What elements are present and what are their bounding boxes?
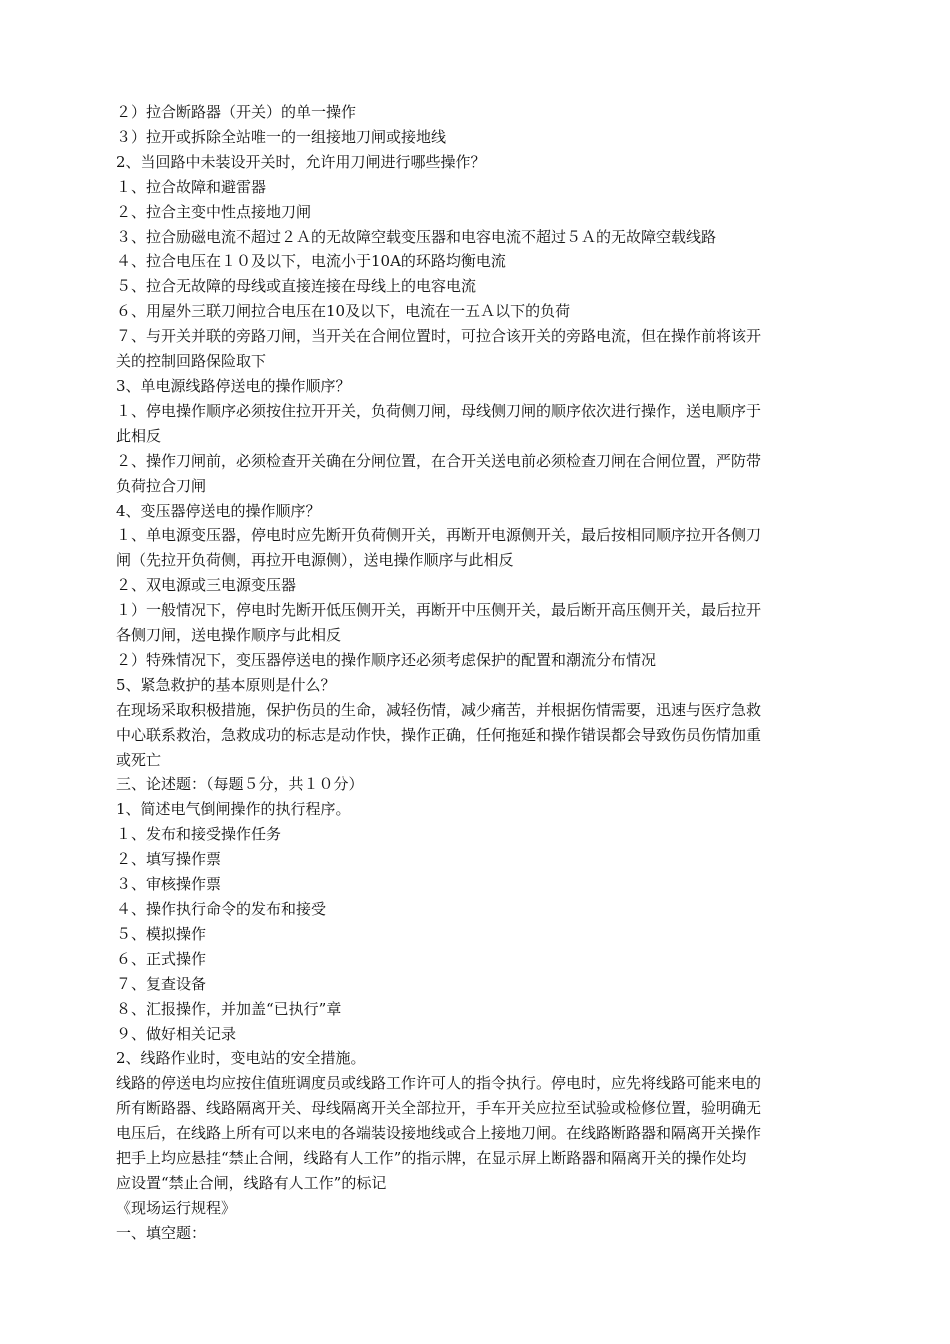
- text-line: 各侧刀闸，送电操作顺序与此相反: [116, 626, 342, 645]
- text-line: 把手上均应悬挂“禁止合闸，线路有人工作”的指示牌，在显示屏上断路器和隔离开关的操作处均: [116, 1149, 747, 1168]
- text-line: ２）特殊情况下，变压器停送电的操作顺序还必须考虑保护的配置和潮流分布情况: [116, 650, 657, 669]
- section-heading: 一、填空题：: [116, 1223, 207, 1242]
- text-line: ４、操作执行命令的发布和接受: [116, 900, 327, 918]
- text-line: ２、填写操作票: [116, 850, 222, 869]
- text-line: １、停电操作顺序必须按住拉开开关，负荷侧刀闸，母线侧刀闸的顺序依次进行操作，送电顺序于: [116, 401, 762, 420]
- text-line: １、发布和接受操作任务: [116, 825, 282, 844]
- text-line: ３、拉合励磁电流不超过２Ａ的无故障空载变压器和电容电流不超过５Ａ的无故障空载线路: [116, 227, 717, 246]
- question-heading: 2、当回路中未装设开关时，允许用刀闸进行哪些操作？: [116, 152, 486, 171]
- text-line: ６、正式操作: [116, 949, 207, 968]
- text-line: 在现场采取积极措施，保护伤员的生命，减轻伤情，减少痛苦，并根据伤情需要，迅速与医疗急救: [116, 700, 762, 719]
- text-line: 应设置“禁止合闸，线路有人工作”的标记: [116, 1173, 387, 1192]
- text-line: ４、拉合电压在１０及以下，电流小于10A的环路均衡电流: [116, 252, 506, 271]
- text-line: ５、模拟操作: [116, 924, 207, 943]
- text-line: ３）拉开或拆除全站唯一的一组接地刀闸或接地线: [116, 127, 447, 146]
- text-line: 关的控制回路保险取下: [116, 352, 267, 371]
- question-heading: 4、变压器停送电的操作顺序？: [116, 501, 321, 520]
- text-line: ７、与开关并联的旁路刀闸，当开关在合闸位置时，可拉合该开关的旁路电流，但在操作前将该开: [116, 327, 762, 346]
- text-line: ２、拉合主变中性点接地刀闸: [116, 202, 312, 221]
- text-line: 线路的停送电均应按住值班调度员或线路工作许可人的指令执行。停电时，应先将线路可能来电的: [116, 1074, 762, 1093]
- question-heading: 5、紧急救护的基本原则是什么？: [116, 675, 336, 694]
- text-line: ７、复查设备: [116, 974, 207, 993]
- text-line: ５、拉合无故障的母线或直接连接在母线上的电容电流: [116, 277, 477, 296]
- text-line: 此相反: [116, 426, 162, 445]
- text-line: ３、审核操作票: [116, 875, 222, 894]
- text-line: ６、用屋外三联刀闸拉合电压在10及以下，电流在一五Ａ以下的负荷: [116, 302, 571, 321]
- text-line: 负荷拉合刀闸: [116, 476, 207, 495]
- question-heading: 2、线路作业时，变电站的安全措施。: [116, 1049, 366, 1068]
- document-body: [116, 100, 836, 1246]
- text-line: ２、操作刀闸前，必须检查开关确在分闸位置，在合开关送电前必须检查刀闸在合闸位置，严防带: [116, 451, 762, 470]
- text-line: 中心联系救治，急救成功的标志是动作快，操作正确，任何拖延和操作错误都会导致伤员伤情加重: [116, 725, 762, 744]
- text-line: ２）拉合断路器（开关）的单一操作: [116, 103, 357, 121]
- question-heading: 3、单电源线路停送电的操作顺序？: [116, 376, 351, 395]
- text-line: １）一般情况下，停电时先断开低压侧开关，再断开中压侧开关，最后断开高压侧开关，最后拉开: [116, 601, 762, 620]
- section-heading: 三、论述题：（每题５分，共１０分）: [116, 775, 364, 794]
- text-line: 电压后，在线路上所有可以来电的各端装设接地线或合上接地刀闸。在线路断路器和隔离开关操作: [116, 1124, 762, 1143]
- document-title: 《现场运行规程》: [116, 1198, 237, 1217]
- text-line: ２、双电源或三电源变压器: [116, 576, 297, 595]
- text-line: 或死亡: [116, 750, 162, 769]
- question-heading: 1、简述电气倒闸操作的执行程序。: [116, 800, 351, 819]
- text-line: ８、汇报操作，并加盖“已执行”章: [116, 999, 342, 1018]
- text-line: １、拉合故障和避雷器: [116, 177, 267, 196]
- text-line: 闸（先拉开负荷侧，再拉开电源侧），送电操作顺序与此相反: [116, 551, 514, 570]
- text-line: 所有断路器、线路隔离开关、母线隔离开关全部拉开，手车开关应拉至试验或检修位置，验明确无: [116, 1099, 762, 1118]
- text-line: １、单电源变压器，停电时应先断开负荷侧开关，再断开电源侧开关，最后按相同顺序拉开各侧刀: [116, 526, 762, 545]
- text-line: ９、做好相关记录: [116, 1024, 237, 1043]
